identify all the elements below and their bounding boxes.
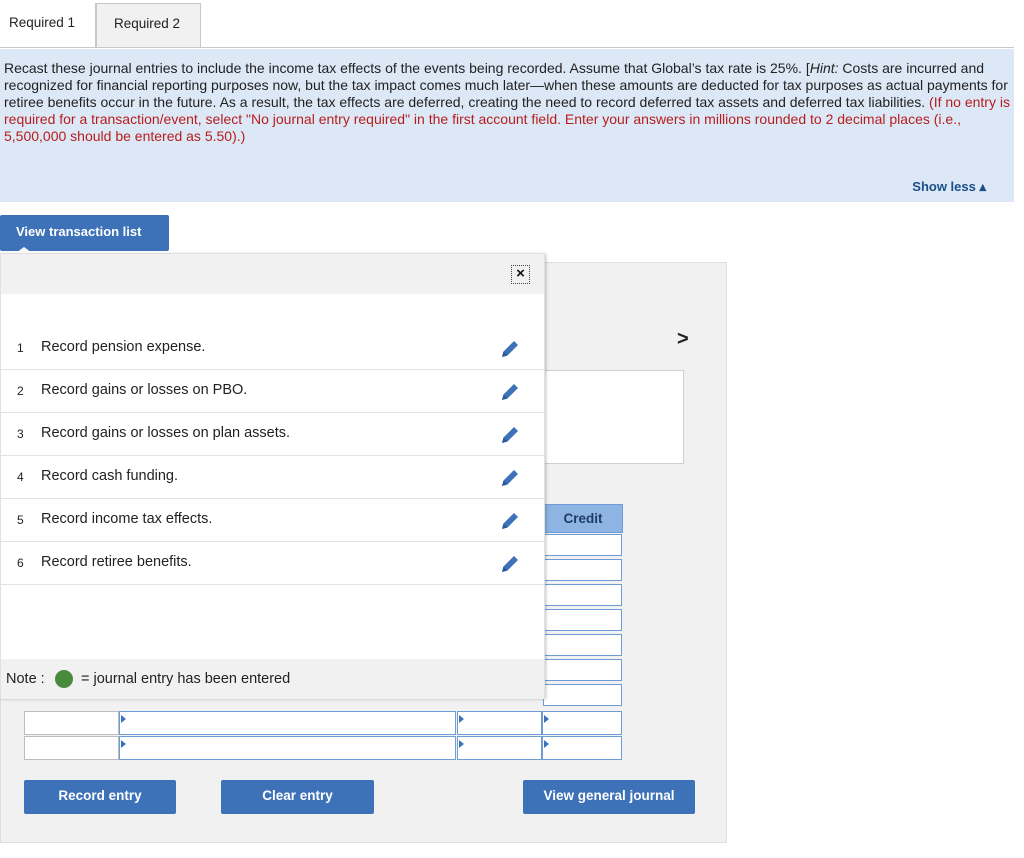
- pencil-icon[interactable]: [498, 423, 522, 447]
- show-less-link[interactable]: Show less ▴: [912, 179, 986, 194]
- debit-input[interactable]: [457, 711, 542, 735]
- transaction-item[interactable]: [1, 499, 544, 542]
- account-field[interactable]: [119, 736, 456, 760]
- hint-text: Costs are incurred and recognized for financial reporting purposes now, but the tax impact comes much later—when these amounts are deducted for tax purposes as actual payments for retiree benefits occur in the future. As a result, the tax effects are deferred, creating the need to record deferred tax assets and deferred tax liabilities.: [4, 60, 1008, 110]
- transaction-list-popup: [0, 253, 545, 698]
- pencil-icon[interactable]: [498, 466, 522, 490]
- transaction-label: Record gains or losses on PBO.: [41, 382, 248, 398]
- credit-input[interactable]: [542, 736, 622, 760]
- transaction-label: Record pension expense.: [41, 339, 206, 355]
- instructions-panel: [0, 49, 1014, 202]
- transaction-item[interactable]: [1, 370, 544, 413]
- tab-bar: [0, 0, 1024, 49]
- dropdown-icon: [544, 715, 549, 723]
- close-icon[interactable]: ×: [511, 265, 530, 284]
- transaction-number: 1: [17, 341, 24, 355]
- transaction-number: 4: [17, 470, 24, 484]
- transaction-item[interactable]: [1, 542, 544, 585]
- dropdown-icon: [459, 740, 464, 748]
- entry-description-box: [528, 370, 684, 464]
- credit-input[interactable]: [543, 559, 622, 581]
- transaction-number: 3: [17, 427, 24, 441]
- next-arrow-icon[interactable]: >: [677, 328, 689, 350]
- dropdown-icon: [459, 715, 464, 723]
- pencil-icon[interactable]: [498, 509, 522, 533]
- tab-required-1[interactable]: Required 1: [0, 3, 96, 48]
- tab-required-2[interactable]: Required 2: [96, 3, 201, 48]
- dropdown-icon: [121, 740, 126, 748]
- transaction-number: 5: [17, 513, 24, 527]
- popup-header: [1, 254, 544, 294]
- credit-column-header: Credit: [543, 504, 623, 533]
- view-general-journal-button[interactable]: View general journal: [523, 780, 695, 814]
- tab-divider: [0, 47, 1014, 48]
- note-text: = journal entry has been entered: [81, 671, 291, 687]
- credit-input[interactable]: [543, 534, 622, 556]
- transaction-item[interactable]: [1, 456, 544, 499]
- transaction-number: 6: [17, 556, 24, 570]
- account-field[interactable]: [119, 711, 456, 735]
- dropdown-icon: [121, 715, 126, 723]
- pencil-icon[interactable]: [498, 337, 522, 361]
- hint-label: Hint:: [809, 60, 839, 76]
- credit-input[interactable]: [543, 684, 622, 706]
- note-prefix: Note :: [6, 671, 45, 687]
- transaction-label: Record cash funding.: [41, 468, 179, 484]
- instructions-main: Recast these journal entries to include the income tax effects of the events being recorded. Assume that Global’s tax rate is 25%. [: [4, 60, 810, 76]
- credit-input[interactable]: [543, 659, 622, 681]
- credit-input[interactable]: [543, 609, 622, 631]
- transaction-label: Record gains or losses on plan assets.: [41, 425, 291, 441]
- row-date-cell[interactable]: [24, 736, 119, 760]
- pencil-icon[interactable]: [498, 380, 522, 404]
- clear-entry-button[interactable]: Clear entry: [221, 780, 374, 814]
- transaction-item[interactable]: [1, 413, 544, 456]
- credit-input[interactable]: [542, 711, 622, 735]
- credit-input[interactable]: [543, 634, 622, 656]
- row-date-cell[interactable]: [24, 711, 119, 735]
- entered-dot-icon: [55, 670, 73, 688]
- transaction-label: Record retiree benefits.: [41, 554, 192, 570]
- debit-input[interactable]: [457, 736, 542, 760]
- transaction-number: 2: [17, 384, 24, 398]
- transaction-item[interactable]: [1, 327, 544, 370]
- instructions-red-note: (If no entry is required for a transaction/event, select "No journal entry required" in the first account field. Enter your answers in millions rounded to 2 decimal places (i.e., 5,500,000 should be entered as 5.50).): [4, 94, 1010, 144]
- legend-note: [1, 659, 544, 699]
- view-transaction-list-button[interactable]: View transaction list: [0, 215, 169, 251]
- transaction-label: Record income tax effects.: [41, 511, 213, 527]
- pencil-icon[interactable]: [498, 552, 522, 576]
- record-entry-button[interactable]: Record entry: [24, 780, 176, 814]
- credit-input[interactable]: [543, 584, 622, 606]
- dropdown-icon: [544, 740, 549, 748]
